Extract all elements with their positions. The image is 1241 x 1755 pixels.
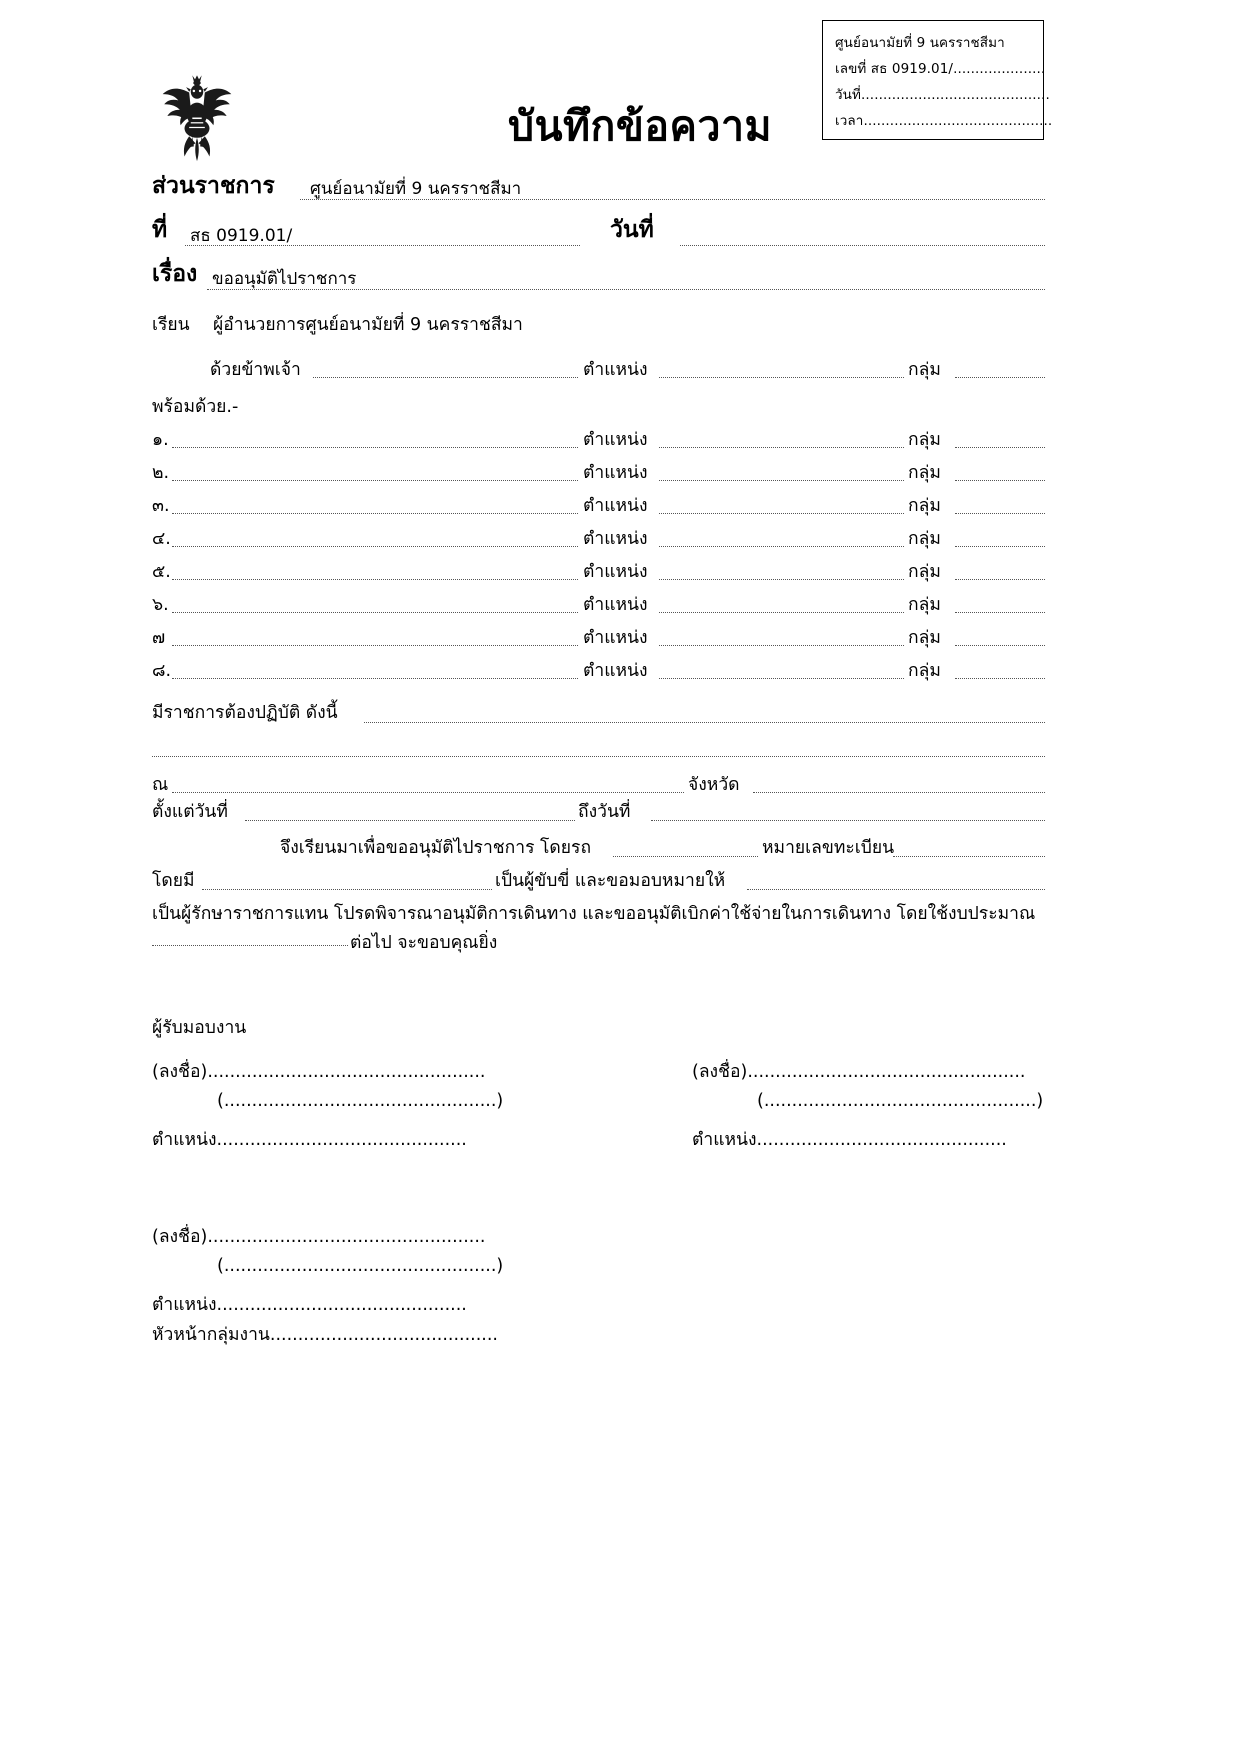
signature-right-name-open: ( xyxy=(757,1091,764,1111)
person-group-label: กลุ่ม xyxy=(908,595,941,615)
from-date-rule[interactable] xyxy=(245,820,575,821)
signature-left-sign[interactable] xyxy=(152,1057,485,1085)
subject-rule xyxy=(207,289,1045,290)
applicant-group-label: กลุ่ม xyxy=(908,360,941,380)
receiver-label: ผู้รับมอบงาน xyxy=(152,1018,247,1038)
person-position-label: ตำแหน่ง xyxy=(583,529,648,549)
reference-box xyxy=(822,20,1053,140)
agency-value[interactable]: ศูนย์อนามัยที่ 9 นครราชสีมา xyxy=(310,179,522,199)
reference-box-date xyxy=(835,82,1050,108)
subject-value[interactable]: ขออนุมัติไปราชการ xyxy=(212,269,357,289)
signature-bottom-name-open: ( xyxy=(217,1256,224,1276)
garuda-emblem-icon xyxy=(158,70,236,165)
person-number: ๔. xyxy=(152,529,171,549)
ref-rule xyxy=(185,245,580,246)
agency-label: ส่วนราชการ xyxy=(152,173,275,199)
person-group-rule[interactable] xyxy=(955,447,1045,448)
person-group-rule[interactable] xyxy=(955,546,1045,547)
person-position-rule[interactable] xyxy=(659,513,904,514)
applicant-position-rule[interactable] xyxy=(659,377,904,378)
person-group-label: กลุ่ม xyxy=(908,496,941,516)
person-name-rule[interactable] xyxy=(172,579,578,580)
person-group-rule[interactable] xyxy=(955,612,1045,613)
to-date-rule[interactable] xyxy=(651,820,1045,821)
person-position-label: ตำแหน่ง xyxy=(583,430,648,450)
duty-rule-1[interactable] xyxy=(364,722,1045,723)
person-number: ๒. xyxy=(152,463,170,483)
person-position-label: ตำแหน่ง xyxy=(583,496,648,516)
person-position-rule[interactable] xyxy=(659,645,904,646)
signature-bottom-sign-label: (ลงชื่อ) xyxy=(152,1227,208,1247)
driver-suffix-label: เป็นผู้ขับขี่ และขอมอบหมายให้ xyxy=(495,871,726,891)
driver-label: โดยมี xyxy=(152,871,195,891)
person-group-rule[interactable] xyxy=(955,645,1045,646)
person-group-label: กลุ่ม xyxy=(908,463,941,483)
signature-right-name-dots: ................................................. xyxy=(763,1091,1037,1111)
signature-right-position[interactable] xyxy=(692,1125,1007,1153)
reference-box-time-label: เวลา xyxy=(835,113,864,129)
signature-right-sign-dots: .................................................. xyxy=(747,1062,1026,1082)
vehicle-rule[interactable] xyxy=(613,856,758,857)
to-date-label: ถึงวันที่ xyxy=(578,802,631,822)
signature-left-position-label: ตำแหน่ง xyxy=(152,1130,217,1150)
person-number: ๕. xyxy=(152,562,171,582)
person-group-label: กลุ่ม xyxy=(908,562,941,582)
signature-right-position-dots: ............................................. xyxy=(756,1130,1007,1150)
person-name-rule[interactable] xyxy=(172,678,578,679)
person-name-rule[interactable] xyxy=(172,546,578,547)
signature-bottom-position-dots: ............................................. xyxy=(216,1295,467,1315)
request-label: จึงเรียนมาเพื่อขออนุมัติไปราชการ โดยรถ xyxy=(280,838,592,858)
person-group-rule[interactable] xyxy=(955,579,1045,580)
budget-rule[interactable] xyxy=(152,945,348,946)
ref-label: ที่ xyxy=(152,217,168,243)
person-position-label: ตำแหน่ง xyxy=(583,595,648,615)
reference-box-docnumber-label: เลขที่ สธ 0919.01/ xyxy=(835,61,954,77)
applicant-label: ด้วยข้าพเจ้า xyxy=(210,360,301,380)
signature-right-name[interactable] xyxy=(757,1091,1043,1111)
person-name-rule[interactable] xyxy=(172,513,578,514)
together-with-label: พร้อมด้วย.- xyxy=(152,397,239,417)
signature-left-sign-dots: .................................................. xyxy=(207,1062,486,1082)
person-name-rule[interactable] xyxy=(172,447,578,448)
applicant-group-rule[interactable] xyxy=(955,377,1045,378)
person-group-label: กลุ่ม xyxy=(908,661,941,681)
driver-rule[interactable] xyxy=(202,889,492,890)
signature-right-sign-label: (ลงชื่อ) xyxy=(692,1062,748,1082)
closing-paragraph: ต่อไป จะขอบคุณยิ่ง xyxy=(350,933,498,953)
subject-label: เรื่อง xyxy=(152,261,198,287)
person-name-rule[interactable] xyxy=(172,645,578,646)
person-number: ๖. xyxy=(152,595,169,615)
duty-rule-2[interactable] xyxy=(152,756,1045,757)
person-position-rule[interactable] xyxy=(659,612,904,613)
signature-bottom-name[interactable] xyxy=(217,1256,503,1276)
signature-left-name[interactable] xyxy=(217,1091,503,1111)
person-position-label: ตำแหน่ง xyxy=(583,628,648,648)
signature-left-sign-label: (ลงชื่อ) xyxy=(152,1062,208,1082)
person-group-rule[interactable] xyxy=(955,480,1045,481)
date-rule xyxy=(680,245,1045,246)
person-group-label: กลุ่ม xyxy=(908,628,941,648)
person-position-rule[interactable] xyxy=(659,546,904,547)
person-group-label: กลุ่ม xyxy=(908,430,941,450)
signature-bottom-sign-dots: .................................................. xyxy=(207,1227,486,1247)
signature-right-sign[interactable] xyxy=(692,1057,1025,1085)
salutation-value: ผู้อำนวยการศูนย์อนามัยที่ 9 นครราชสีมา xyxy=(213,315,523,335)
signature-bottom-head[interactable] xyxy=(152,1320,498,1348)
person-position-label: ตำแหน่ง xyxy=(583,661,648,681)
signature-bottom-name-close: ) xyxy=(496,1256,504,1276)
signature-left-position[interactable] xyxy=(152,1125,467,1153)
person-group-rule[interactable] xyxy=(955,513,1045,514)
salutation-label: เรียน xyxy=(152,315,190,335)
person-number: ๑. xyxy=(152,430,169,450)
assignee-rule[interactable] xyxy=(747,889,1045,890)
person-name-rule[interactable] xyxy=(172,480,578,481)
person-position-label: ตำแหน่ง xyxy=(583,463,648,483)
reference-box-date-label: วันที่ xyxy=(835,87,862,103)
signature-left-name-open: ( xyxy=(217,1091,224,1111)
place-rule[interactable] xyxy=(172,792,684,793)
acting-paragraph: เป็นผู้รักษาราชการแทน โปรดพิจารณาอนุมัติการเดินทาง และขออนุมัติเบิกค่าใช้จ่ายในการเดินทาง โดยใช้งบประมาณ xyxy=(152,904,1036,924)
person-number: ๗ xyxy=(152,628,166,648)
page-title: บันทึกข้อความ xyxy=(507,102,773,150)
person-position-label: ตำแหน่ง xyxy=(583,562,648,582)
plate-rule[interactable] xyxy=(893,856,1045,857)
signature-left-name-dots: ................................................. xyxy=(223,1091,497,1111)
person-position-rule[interactable] xyxy=(659,480,904,481)
applicant-position-label: ตำแหน่ง xyxy=(583,360,648,380)
signature-bottom-name-dots: ................................................. xyxy=(223,1256,497,1276)
plate-label: หมายเลขทะเบียน xyxy=(762,838,895,858)
signature-left-name-close: ) xyxy=(496,1091,504,1111)
person-group-label: กลุ่ม xyxy=(908,529,941,549)
ref-value[interactable]: สธ 0919.01/ xyxy=(190,226,293,246)
person-number: ๘. xyxy=(152,661,172,681)
signature-bottom-head-label: หัวหน้ากลุ่มงาน xyxy=(152,1325,270,1345)
reference-box-date-dots: ........................................... xyxy=(861,87,1050,103)
duty-label: มีราชการต้องปฏิบัติ ดังนี้ xyxy=(152,703,338,723)
signature-right-position-label: ตำแหน่ง xyxy=(692,1130,757,1150)
reference-box-time-dots: ........................................... xyxy=(863,113,1053,129)
from-date-label: ตั้งแต่วันที่ xyxy=(152,802,228,822)
reference-box-docnumber-dots: ..................... xyxy=(953,61,1046,77)
province-rule[interactable] xyxy=(753,792,1045,793)
person-group-rule[interactable] xyxy=(955,678,1045,679)
reference-box-docnumber xyxy=(835,56,1046,82)
person-name-rule[interactable] xyxy=(172,612,578,613)
reference-box-time xyxy=(835,108,1053,134)
applicant-rule[interactable] xyxy=(313,377,578,378)
person-position-rule[interactable] xyxy=(659,678,904,679)
reference-box-center-name: ศูนย์อนามัยที่ 9 นครราชสีมา xyxy=(835,35,1005,51)
place-label: ณ xyxy=(152,775,169,795)
person-position-rule[interactable] xyxy=(659,447,904,448)
agency-rule xyxy=(300,199,1045,200)
signature-bottom-position[interactable] xyxy=(152,1290,467,1318)
person-position-rule[interactable] xyxy=(659,579,904,580)
signature-bottom-position-label: ตำแหน่ง xyxy=(152,1295,217,1315)
signature-bottom-sign[interactable] xyxy=(152,1222,485,1250)
date-label: วันที่ xyxy=(610,217,654,243)
province-label: จังหวัด xyxy=(688,775,740,795)
signature-right-name-close: ) xyxy=(1036,1091,1044,1111)
signature-left-position-dots: ............................................. xyxy=(216,1130,467,1150)
signature-bottom-head-dots: ......................................... xyxy=(269,1325,498,1345)
person-number: ๓. xyxy=(152,496,170,516)
